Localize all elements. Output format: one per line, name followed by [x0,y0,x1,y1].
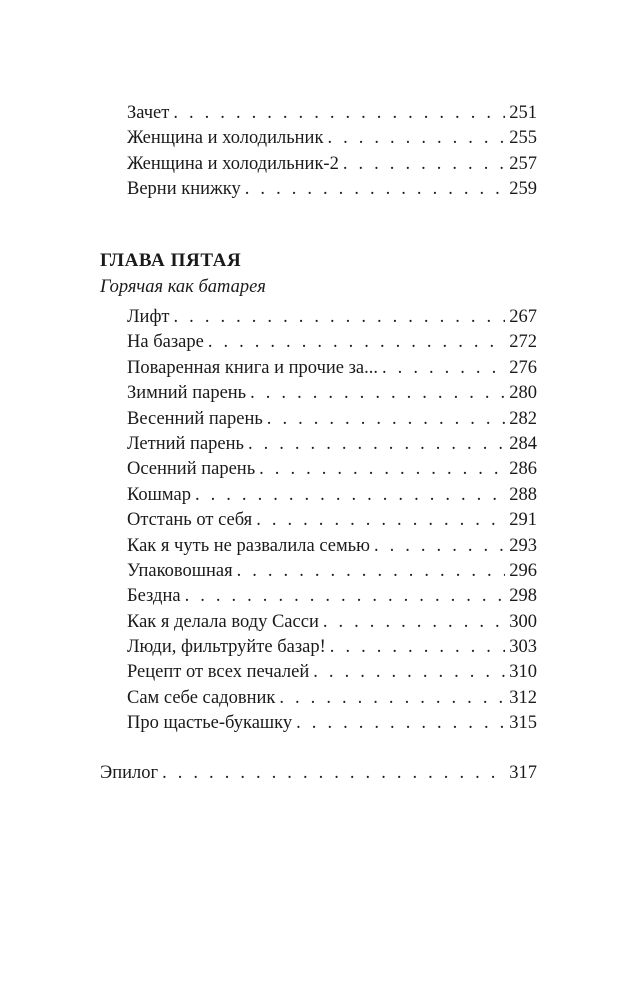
toc-entry-page: 267 [509,307,537,327]
toc-entry [127,457,537,482]
toc-entry-title: Весенний парень [127,408,263,429]
toc-entry [127,660,537,685]
toc-entry-title: Женщина и холодильник-2 [127,153,339,174]
toc-entry [127,584,537,609]
toc-entry-title: Бездна [127,586,181,607]
toc-entry-page: 298 [509,586,537,607]
toc-entry [100,761,537,786]
dot-leader [248,432,505,457]
toc-entry-title: Женщина и холодильник [127,128,324,149]
toc-entry-title: На базаре [127,332,204,353]
toc-entry [127,534,537,559]
toc-entry-title: Осенний парень [127,459,256,480]
toc-entry-page: 288 [509,484,537,505]
toc-entry-title: Отстань от себя [127,510,253,531]
toc-entry [127,610,537,635]
dot-leader [250,381,505,406]
toc-entry-page: 282 [509,408,537,429]
dot-leader [208,330,505,355]
dot-leader [173,101,505,126]
toc-entry [127,101,537,126]
toc-entry-page: 284 [509,433,537,454]
toc-chapter-section [127,305,537,737]
toc-entry [127,152,537,177]
toc-entry-title: Поваренная книга и прочие за... [127,357,379,378]
dot-leader [343,152,505,177]
toc-entry-title: Лифт [127,307,170,327]
toc-entry-title: Зимний парень [127,383,247,404]
chapter-heading [100,248,540,300]
dot-leader [259,457,505,482]
dot-leader [374,534,505,559]
toc-entry-page: 310 [509,662,537,683]
toc-entry [127,407,537,432]
toc-entry [127,177,537,202]
toc-entry-title: Как я чуть не развалила семью [127,535,370,556]
dot-leader [330,635,505,660]
toc-entry [127,635,537,660]
dot-leader [237,559,506,584]
toc-entry-page: 303 [509,637,537,658]
toc-entry [127,711,537,736]
dot-leader [174,305,506,330]
dot-leader [313,660,505,685]
toc-entry-page: 317 [509,763,537,783]
toc-entry-title: Кошмар [127,484,191,505]
toc-epilogue [100,761,537,786]
toc-entry-page: 259 [509,179,537,200]
dot-leader [327,126,505,151]
toc-entry-page: 315 [509,713,537,734]
toc-entry-title: Сам себе садовник [127,687,276,708]
toc-entry-page: 312 [509,687,537,708]
toc-entry-page: 300 [509,611,537,632]
toc-entry-title: Зачет [127,103,170,123]
dot-leader [245,177,505,202]
toc-entry [127,559,537,584]
toc-entry-page: 286 [509,459,537,480]
dot-leader [267,407,505,432]
toc-entry-page: 272 [509,332,537,353]
dot-leader [382,356,505,381]
toc-entry [127,686,537,711]
dot-leader [323,610,505,635]
dot-leader [256,508,505,533]
dot-leader [162,761,505,786]
toc-entry-page: 251 [509,103,537,123]
toc-entry-page: 291 [509,510,537,531]
toc-entry-title: Упаковошная [127,560,233,581]
toc-entry-page: 293 [509,535,537,556]
dot-leader [185,584,506,609]
chapter-subtitle: Горячая как батарея [100,277,266,297]
toc-entry [127,305,537,330]
toc-entry [127,508,537,533]
toc-entry [127,330,537,355]
toc-entry-page: 257 [509,153,537,174]
toc-entry-title: Про щастье-букашку [127,713,293,734]
toc-entry-title: Как я делала воду Сасси [127,611,319,632]
toc-entry-page: 280 [509,383,537,404]
toc-top-section [127,101,537,203]
toc-entry [127,126,537,151]
toc-entry-page: 255 [509,128,537,149]
toc-entry-title: Люди, фильтруйте базар! [127,637,326,658]
toc-entry-title: Рецепт от всех печалей [127,662,310,683]
toc-entry-page: 296 [509,560,537,581]
toc-entry-page: 276 [509,357,537,378]
toc-entry-title: Летний парень [127,433,244,454]
toc-entry [127,381,537,406]
toc-entry [127,483,537,508]
chapter-title: ГЛАВА ПЯТАЯ [100,250,242,271]
toc-entry-title: Верни книжку [127,179,241,200]
toc-entry-title: Эпилог [100,763,159,783]
toc-entry [127,432,537,457]
toc-entry [127,356,537,381]
dot-leader [195,483,505,508]
dot-leader [279,686,505,711]
dot-leader [296,711,505,736]
